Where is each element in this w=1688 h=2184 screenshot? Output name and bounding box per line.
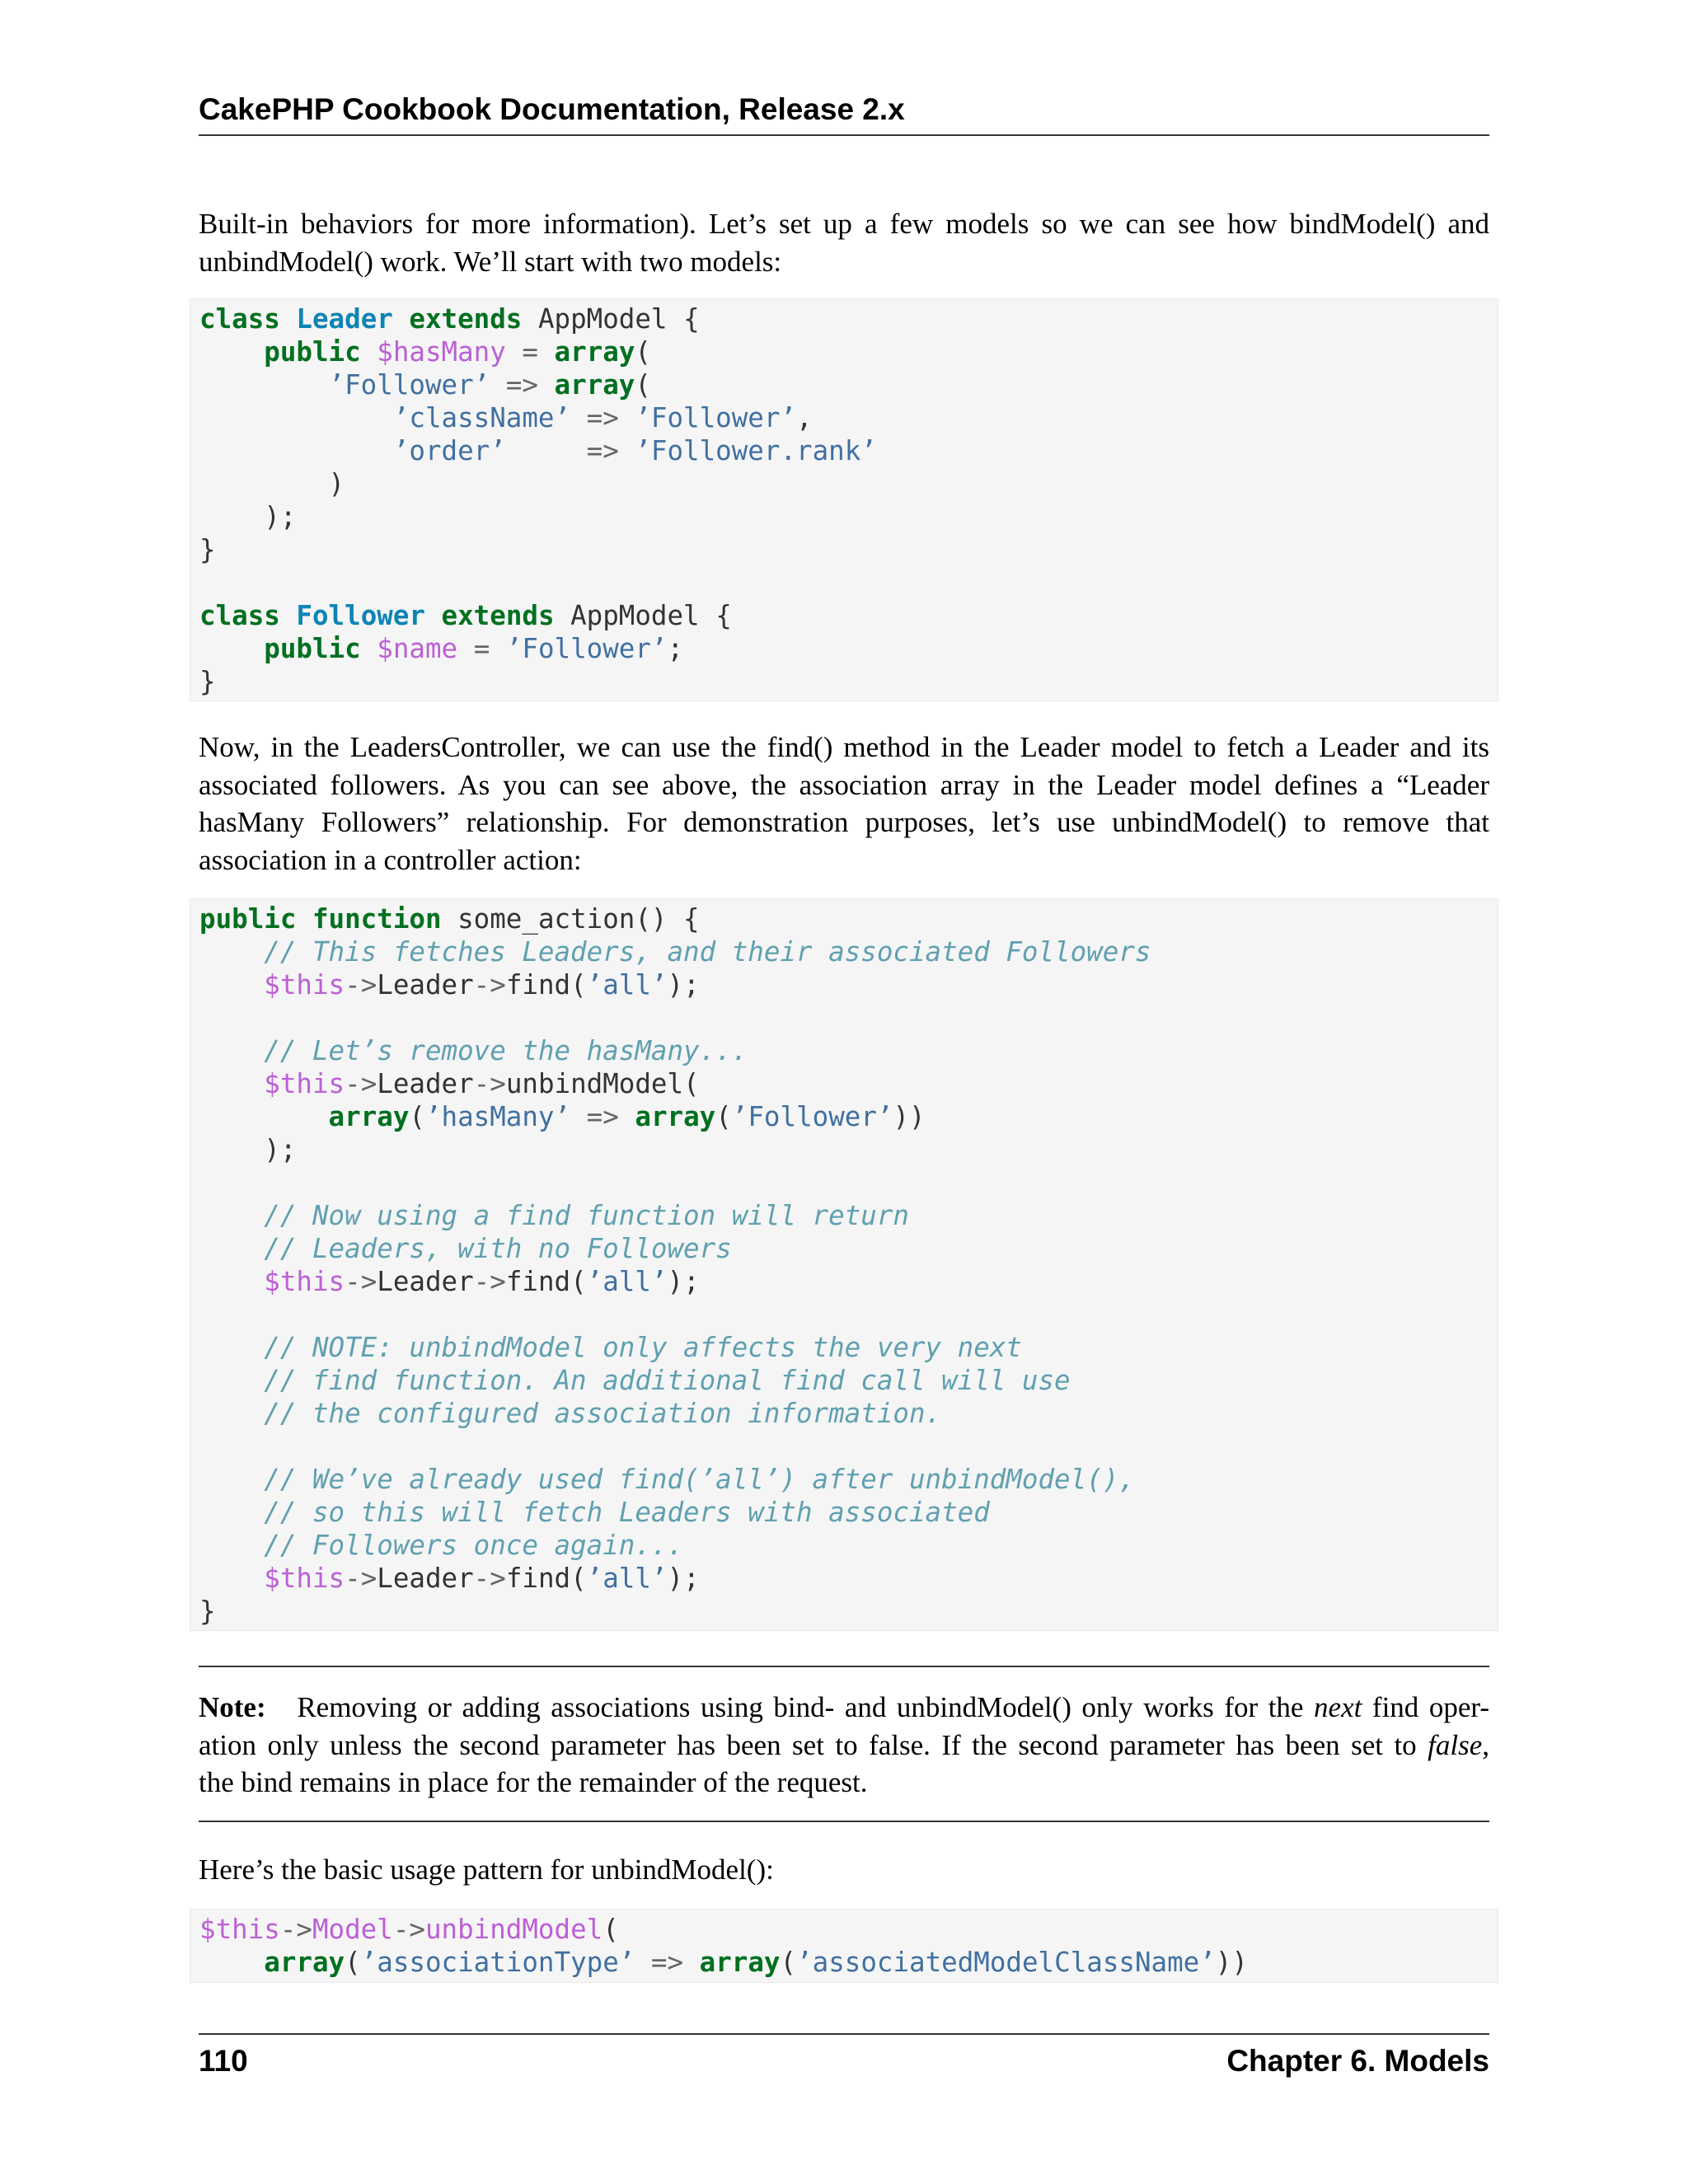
note-box — [199, 1689, 1489, 1802]
running-header-title: CakePHP Cookbook Documentation, Release 2.x — [199, 92, 905, 126]
note-label: Note: — [199, 1691, 266, 1723]
note-line-2: ation only unless the second parameter has been set to false. If the second parameter has been set to false, — [199, 1728, 1490, 1761]
para2-line-1: Now, in the LeadersController, we can use the find() method in the Leader model to fetch a Leader and its — [199, 731, 1489, 763]
page-number: 110 — [199, 2044, 248, 2078]
intro-line-2: unbindModel() work. We’ll start with two models: — [199, 245, 782, 278]
note-top-rule — [199, 1666, 1489, 1667]
para2-line-4: association in a controller action: — [199, 843, 582, 876]
note-line-1: Note: Removing or adding associations using bind- and unbindModel() only works for the next find oper- — [199, 1691, 1490, 1723]
note-bottom-rule — [199, 1821, 1489, 1822]
note-line-3: the bind remains in place for the remainder of the request. — [199, 1766, 868, 1798]
chapter-title: Chapter 6. Models — [1226, 2044, 1489, 2078]
code-controller-text: public function some_action() { // This fetches Leaders, and their associated Followers $this->Leader->find(’all’); // Let’s remove the hasMany... $this->Leader->unbindModel( array(’hasMany’ => array(’Follower’)) ); // Now using a find function will return // Leaders, with no Followers $this->Leader->find(’all’); // NOTE: unbindModel only affects the very next // find function. An additional find call will use // the configured association information. // We’ve already used find(’all’) after unbindModel(), // so this will fetch Leaders with associated // Followers once again... $this->Leader->find(’all’); } — [199, 903, 1151, 1627]
leaders-controller-paragraph — [199, 729, 1489, 879]
usage-line: Here’s the basic usage pattern for unbindModel(): — [199, 1854, 774, 1886]
code-block-usage-pattern — [190, 1909, 1498, 1983]
para2-line-2: associated followers. As you can see above, the association array in the Leader model defines a “Leader — [199, 768, 1489, 801]
code-models-text: class Leader extends AppModel { public $hasMany = array( ’Follower’ => array( ’className’ => ’Follower’, ’order’ => ’Follower.rank’ ) ); } class Follower extends AppModel { public $name = ’Follower’; } — [199, 303, 877, 697]
usage-paragraph — [199, 1851, 1489, 1889]
code-block-models — [190, 298, 1498, 701]
code-block-controller-action — [190, 898, 1498, 1631]
code-usage-text: $this->Model->unbindModel( array(’associationType’ => array(’associatedModelClassName’)) — [199, 1914, 1248, 1978]
para2-line-3: hasMany Followers” relationship. For demonstration purposes, let’s use unbindModel() to remove that — [199, 806, 1489, 838]
footer-rule — [199, 2033, 1489, 2035]
intro-line-1: Built-in behaviors for more information). Let’s set up a few models so we can see how bindModel() and — [199, 208, 1489, 240]
header-rule — [199, 134, 1489, 136]
intro-paragraph — [199, 205, 1489, 280]
